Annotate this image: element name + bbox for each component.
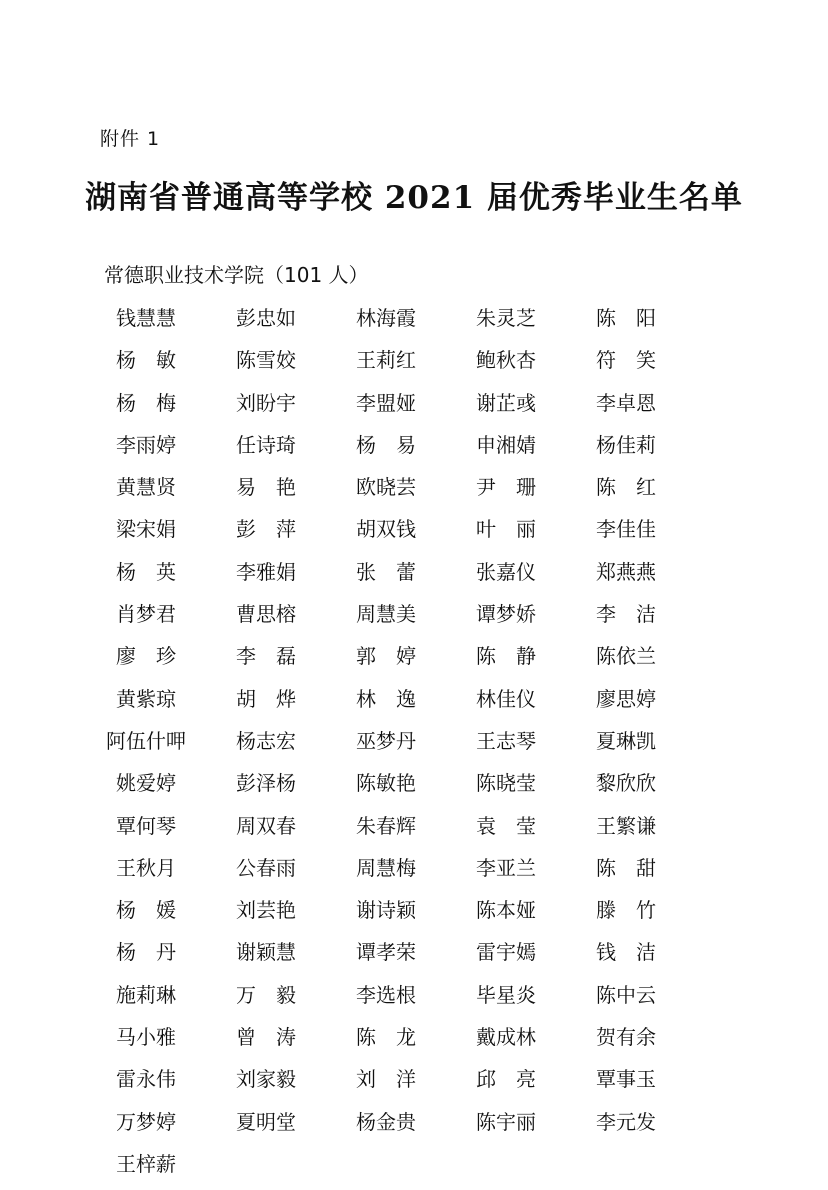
graduate-name: 马小雅 [116,1025,176,1050]
graduate-name: 公春雨 [236,855,296,880]
graduate-name: 张 蕾 [356,559,416,584]
graduate-name: 李 洁 [596,602,656,627]
graduate-name: 胡 烨 [236,686,296,711]
graduate-name: 申湘婧 [476,432,536,457]
graduate-name: 陈敏艳 [356,771,416,796]
graduate-name: 王志琴 [476,728,536,753]
graduate-name: 胡双钱 [356,517,416,542]
graduate-name: 黄紫琼 [116,686,176,711]
graduate-name: 滕 竹 [596,898,656,923]
graduate-name: 林海霞 [356,306,416,330]
graduate-name: 杨 梅 [116,390,176,415]
graduate-name: 覃事玉 [596,1067,656,1092]
graduate-name: 李元发 [596,1109,656,1134]
graduate-name: 陈晓莹 [476,771,536,796]
graduate-name: 夏明堂 [236,1109,296,1134]
graduate-name: 阿伍什呷 [106,728,186,753]
graduate-name: 欧晓芸 [356,475,416,500]
graduate-name: 易 艳 [236,475,296,500]
graduate-name: 周慧梅 [356,855,416,880]
graduate-name: 杨志宏 [236,728,296,753]
graduate-name: 钱慧慧 [116,306,176,330]
graduate-name: 谭梦娇 [476,602,536,627]
graduate-name: 鲍秋杏 [476,348,536,373]
graduate-name: 刘家毅 [236,1067,296,1092]
graduate-name: 王繁谦 [596,813,656,838]
graduate-name: 王梓薪 [116,1151,176,1176]
graduate-name: 梁宋娟 [116,517,176,542]
attachment-label: 附件 1 [100,128,161,150]
graduate-name: 彭泽杨 [236,771,296,796]
graduate-name: 杨 丹 [116,940,176,965]
graduate-name: 刘芸艳 [236,898,296,923]
graduate-name: 姚爱婷 [116,771,176,796]
graduate-name: 李卓恩 [596,390,656,415]
graduate-name: 陈雪姣 [236,348,296,373]
graduate-name: 刘盼宇 [236,390,296,415]
graduate-name: 任诗琦 [236,432,296,457]
graduate-name: 李亚兰 [476,855,536,880]
graduate-name: 肖梦君 [116,602,176,627]
graduate-name: 袁 莹 [476,813,536,838]
graduate-name: 黎欣欣 [596,771,656,796]
section-heading: 常德职业技术学院（101 人） [104,263,369,287]
graduate-name: 巫梦丹 [356,728,416,753]
graduate-name: 陈 甜 [596,855,656,880]
graduate-name: 夏琳凯 [596,728,656,753]
graduate-name: 廖 珍 [116,644,176,669]
graduate-name: 雷永伟 [116,1067,176,1092]
graduate-name: 贺有余 [596,1025,656,1050]
graduate-name: 李选根 [356,982,416,1007]
graduate-name: 符 笑 [596,348,656,373]
graduate-name: 王秋月 [116,855,176,880]
graduate-name: 朱春辉 [356,813,416,838]
graduate-name: 戴成林 [476,1025,536,1050]
graduate-name: 郑燕燕 [596,559,656,584]
graduate-name: 林 逸 [356,686,416,711]
graduate-name: 李雅娟 [236,559,296,584]
graduate-name: 毕星炎 [476,982,536,1007]
graduate-name: 曹思榕 [236,602,296,627]
graduate-name: 钱 洁 [596,940,656,965]
graduate-name: 雷宇嫣 [476,940,536,965]
names-grid [106,297,716,1185]
graduate-name: 陈 阳 [596,306,656,330]
graduate-name: 周双春 [236,813,296,838]
graduate-name: 覃何琴 [116,813,176,838]
graduate-name: 尹 珊 [476,475,536,500]
graduate-name: 黄慧贤 [116,475,176,500]
graduate-name: 陈宇丽 [476,1109,536,1134]
document-title: 湖南省普通高等学校 2021 届优秀毕业生名单 [85,180,743,216]
graduate-name: 彭 萍 [236,517,296,542]
graduate-name: 杨佳莉 [596,432,656,457]
graduate-name: 周慧美 [356,602,416,627]
graduate-name: 刘 洋 [356,1067,416,1092]
graduate-name: 杨 英 [116,559,176,584]
graduate-name: 曾 涛 [236,1025,296,1050]
graduate-name: 杨 媛 [116,898,176,923]
graduate-name: 陈依兰 [596,644,656,669]
graduate-name: 李 磊 [236,644,296,669]
graduate-name: 朱灵芝 [476,306,536,330]
graduate-name: 谢芷彧 [476,390,536,415]
graduate-name: 陈 龙 [356,1025,416,1050]
graduate-name: 施莉琳 [116,982,176,1007]
graduate-name: 李雨婷 [116,432,176,457]
graduate-name: 万 毅 [236,982,296,1007]
graduate-name: 郭 婷 [356,644,416,669]
graduate-name: 陈 静 [476,644,536,669]
graduate-name: 陈 红 [596,475,656,500]
graduate-name: 邱 亮 [476,1067,536,1092]
graduate-name: 谢诗颖 [356,898,416,923]
graduate-name: 谢颖慧 [236,940,296,965]
graduate-name: 张嘉仪 [476,559,536,584]
graduate-name: 万梦婷 [116,1109,176,1134]
graduate-name: 谭孝荣 [356,940,416,965]
graduate-name: 叶 丽 [476,517,536,542]
graduate-name: 陈中云 [596,982,656,1007]
graduate-name: 李佳佳 [596,517,656,542]
graduate-name: 王莉红 [356,348,416,373]
graduate-name: 李盟娅 [356,390,416,415]
graduate-name: 林佳仪 [476,686,536,711]
graduate-name: 杨 易 [356,432,416,457]
graduate-name: 陈本娅 [476,898,536,923]
graduate-name: 彭忠如 [236,306,296,330]
graduate-name: 杨金贵 [356,1109,416,1134]
graduate-name: 廖思婷 [596,686,656,711]
graduate-name: 杨 敏 [116,348,176,373]
